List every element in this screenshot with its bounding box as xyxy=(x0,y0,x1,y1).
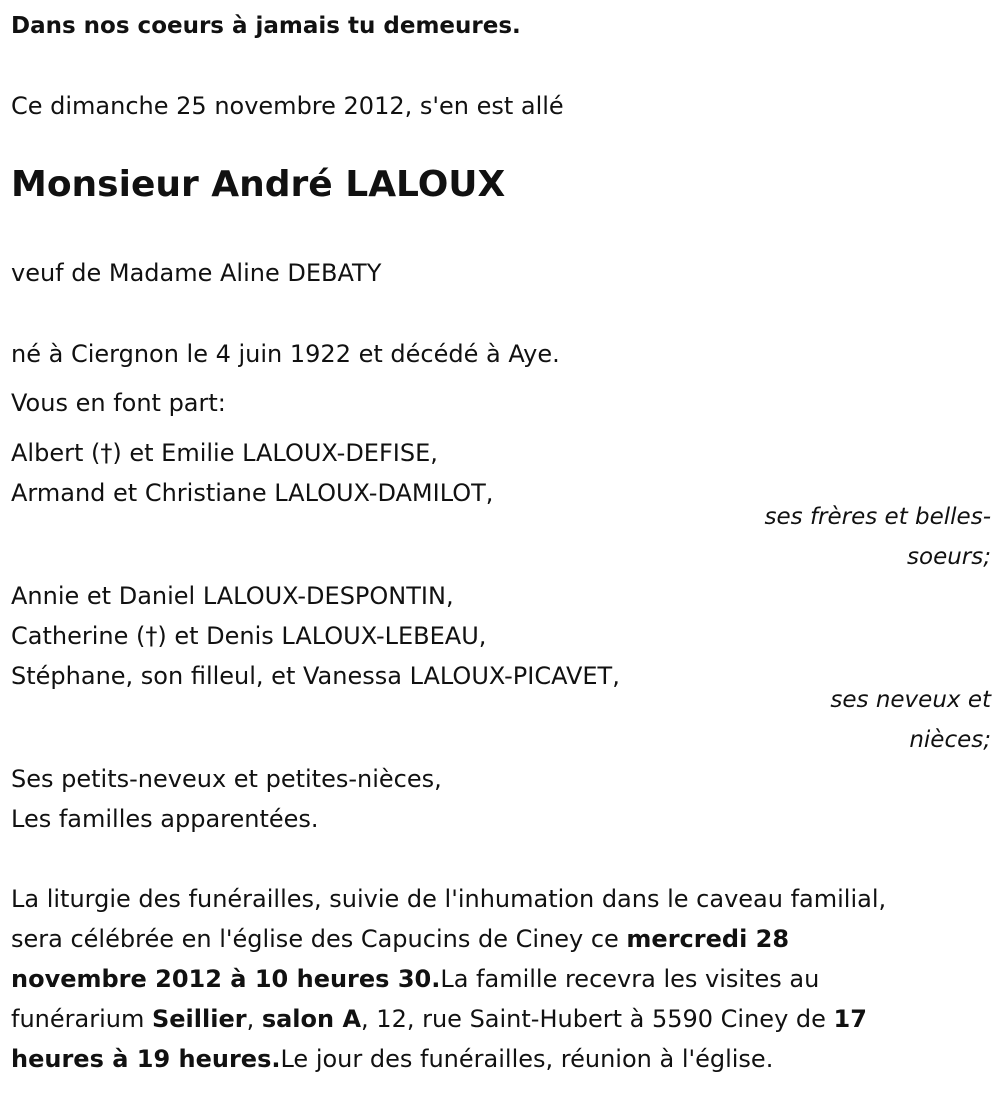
birth-death-line: né à Ciergnon le 4 juin 1922 et décédé à Aye. xyxy=(11,340,560,368)
widower-line: veuf de Madame Aline DEBATY xyxy=(11,259,382,287)
ceremony-text: sera célébrée en l'église des Capucins de Ciney ce xyxy=(11,925,627,953)
ceremony-text: , xyxy=(246,1005,262,1033)
ceremony-line-1: La liturgie des funérailles, suivie de l'inhumation dans le caveau familial, xyxy=(11,885,887,913)
nephews-role-cont: nièces; xyxy=(909,727,991,753)
nephew-entry: Annie et Daniel LALOUX-DESPONTIN, xyxy=(11,582,454,610)
nephew-entry: Stéphane, son filleul, et Vanessa LALOUX-PICAVET, xyxy=(11,662,620,690)
others-entry: Ses petits-neveux et petites-nièces, xyxy=(11,765,442,793)
date-line: Ce dimanche 25 novembre 2012, s'en est allé xyxy=(11,92,564,120)
funeral-home-name: Seillier xyxy=(151,1005,247,1033)
ceremony-line-3 xyxy=(11,959,819,999)
ceremony-text: funérarium xyxy=(11,1005,152,1033)
siblings-role-cont: soeurs; xyxy=(907,544,991,570)
announce-line: Vous en font part: xyxy=(11,389,226,417)
ceremony-text: Le jour des funérailles, réunion à l'église. xyxy=(280,1045,774,1073)
ceremony-line-5 xyxy=(11,1039,773,1079)
ceremony-text: , 12, rue Saint-Hubert à 5590 Ciney de xyxy=(361,1005,834,1033)
ceremony-date-bold: mercredi 28 xyxy=(626,925,790,953)
others-entry: Les familles apparentées. xyxy=(11,805,319,833)
nephews-role: ses neveux et xyxy=(830,687,991,713)
ceremony-date-bold: novembre 2012 à 10 heures 30. xyxy=(11,965,441,993)
visit-time-bold: 17 xyxy=(833,1005,867,1033)
ceremony-line-2 xyxy=(11,919,789,959)
siblings-role: ses frères et belles- xyxy=(764,504,991,530)
ceremony-line-4 xyxy=(11,999,867,1039)
motto-heading: Dans nos coeurs à jamais tu demeures. xyxy=(11,13,521,39)
deceased-name: Monsieur André LALOUX xyxy=(11,164,506,205)
funeral-salon: salon A xyxy=(261,1005,362,1033)
ceremony-text: La famille recevra les visites au xyxy=(440,965,820,993)
visit-time-bold: heures à 19 heures. xyxy=(11,1045,281,1073)
sibling-entry: Armand et Christiane LALOUX-DAMILOT, xyxy=(11,479,494,507)
nephew-entry: Catherine (†) et Denis LALOUX-LEBEAU, xyxy=(11,622,487,650)
sibling-entry: Albert (†) et Emilie LALOUX-DEFISE, xyxy=(11,439,438,467)
